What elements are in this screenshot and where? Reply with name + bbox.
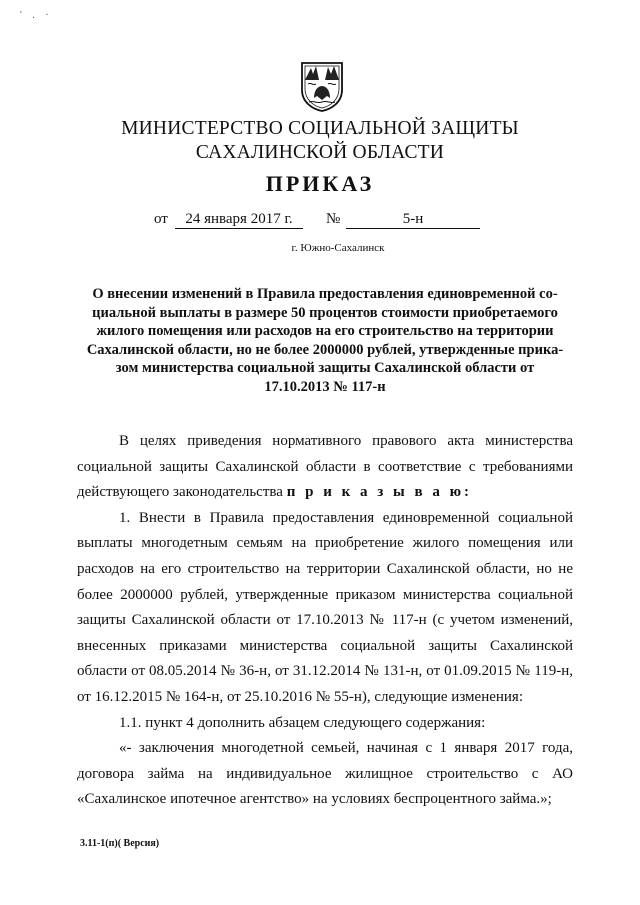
ministry-line-2: САХАЛИНСКОЙ ОБЛАСТИ bbox=[195, 142, 445, 163]
preamble-text: В целях приведения нормативного правового акта министерства социальной защиты Сахалинской области в соответствие с требованиями действующего законодательства bbox=[77, 433, 573, 501]
subject-line: зом министерства социальной защиты Сахалинской области от bbox=[115, 360, 535, 376]
subject-line: циальной выплаты в размере 50 процентов стоимости приобретаемого bbox=[92, 304, 558, 321]
subject-line: Сахалинской области, но не более 2000000 рублей, утвержденные прика- bbox=[86, 341, 564, 358]
subject-line: жилого помещения или расходов на его строительство на территории bbox=[96, 323, 554, 339]
number-value: 5-н bbox=[346, 211, 480, 229]
sakhalin-coat-of-arms-icon bbox=[299, 60, 345, 112]
preamble-paragraph bbox=[77, 429, 573, 506]
corner-marks: ' . · bbox=[20, 10, 53, 21]
date-number-row bbox=[0, 208, 640, 230]
clause-1-paragraph: 1. Внести в Правила предоставления единовременной социальной выплаты многодетным семьям на приобретение жилого помещения или расходов на его строительство на территории Сахалинской области, но не более 2000000 рублей, утвержденные приказом министерства социальной защиты Сахалинской области от 17.10.2013 № 117-н (с учетом изменений, внесенных приказами министерства социальной защиты Сахалинской области от 08.05.2014 № 36-н, от 31.12.2014 № 131-н, от 01.09.2015 № 119-н, от 16.12.2015 № 164-н, от 25.10.2016 № 55-н), следующие изменения: bbox=[77, 509, 573, 705]
document-type-title: ПРИКАЗ bbox=[265, 171, 375, 196]
date-value: 24 января 2017 г. bbox=[175, 211, 303, 229]
ministry-line-1: МИНИСТЕРСТВО СОЦИАЛЬНОЙ ЗАЩИТЫ bbox=[121, 118, 519, 139]
order-subject bbox=[70, 285, 580, 396]
clause-quote-paragraph: «- заключения многодетной семьей, начиная с 1 января 2017 года, договора займа на индивидуальное жилищное строительство с АО «Сахалинское ипотечное агентство» на условиях беспроцентного займа.»; bbox=[77, 740, 573, 808]
subject-line: 17.10.2013 № 117-н bbox=[264, 378, 386, 395]
date-label: от bbox=[154, 211, 168, 227]
order-command: п р и к а з ы в а ю: bbox=[286, 484, 473, 501]
footer-version: 3.11-1(п)( Версия) bbox=[80, 838, 160, 849]
city-name: г. Южно-Сахалинск bbox=[291, 242, 385, 254]
subject-line: О внесении изменений в Правила предоставления единовременной со- bbox=[92, 286, 558, 302]
number-label: № bbox=[326, 211, 341, 227]
clause-1-1-paragraph: 1.1. пункт 4 дополнить абзацем следующего содержания: bbox=[119, 714, 486, 731]
order-body bbox=[77, 429, 573, 813]
ministry-name bbox=[0, 117, 640, 165]
